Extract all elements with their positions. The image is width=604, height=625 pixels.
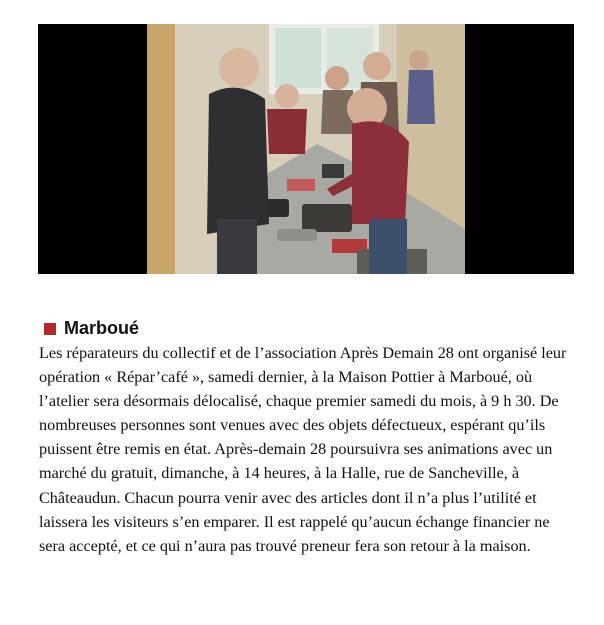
article-body: Les réparateurs du collectif et de l’association Après Demain 28 ont organisé leur opération « Répar’café », samedi dernier, à la Maison Pottier à Marboué, où l’atelier sera désormais délocalisé, chaque premier samedi du mois, à 9 h 30. De nombreuses personnes sont venues avec des objets défectueux, espérant qu’ils puissent être remis en état. Après-demain 28 poursuivra ses animations avec un marché du gratuit, dimanche, à 14 heures, à la Halle, rue de Sancheville, à Châteaudun. Chacun pourra venir avec des articles dont il n’a plus l’utilité et laissera les visiteurs s’en emparer. Il est rappelé qu’aucun échange financier ne sera accepté, et ce qui n’aura pas trouvé preneur fera son retour à la maison. bbox=[39, 344, 567, 555]
location-title: Marboué bbox=[64, 317, 140, 338]
article-headline bbox=[44, 317, 139, 339]
article-photo bbox=[147, 24, 465, 274]
red-square-bullet-icon bbox=[44, 323, 56, 335]
repair-cafe-photo bbox=[147, 24, 465, 274]
article-photo-frame bbox=[38, 24, 574, 274]
